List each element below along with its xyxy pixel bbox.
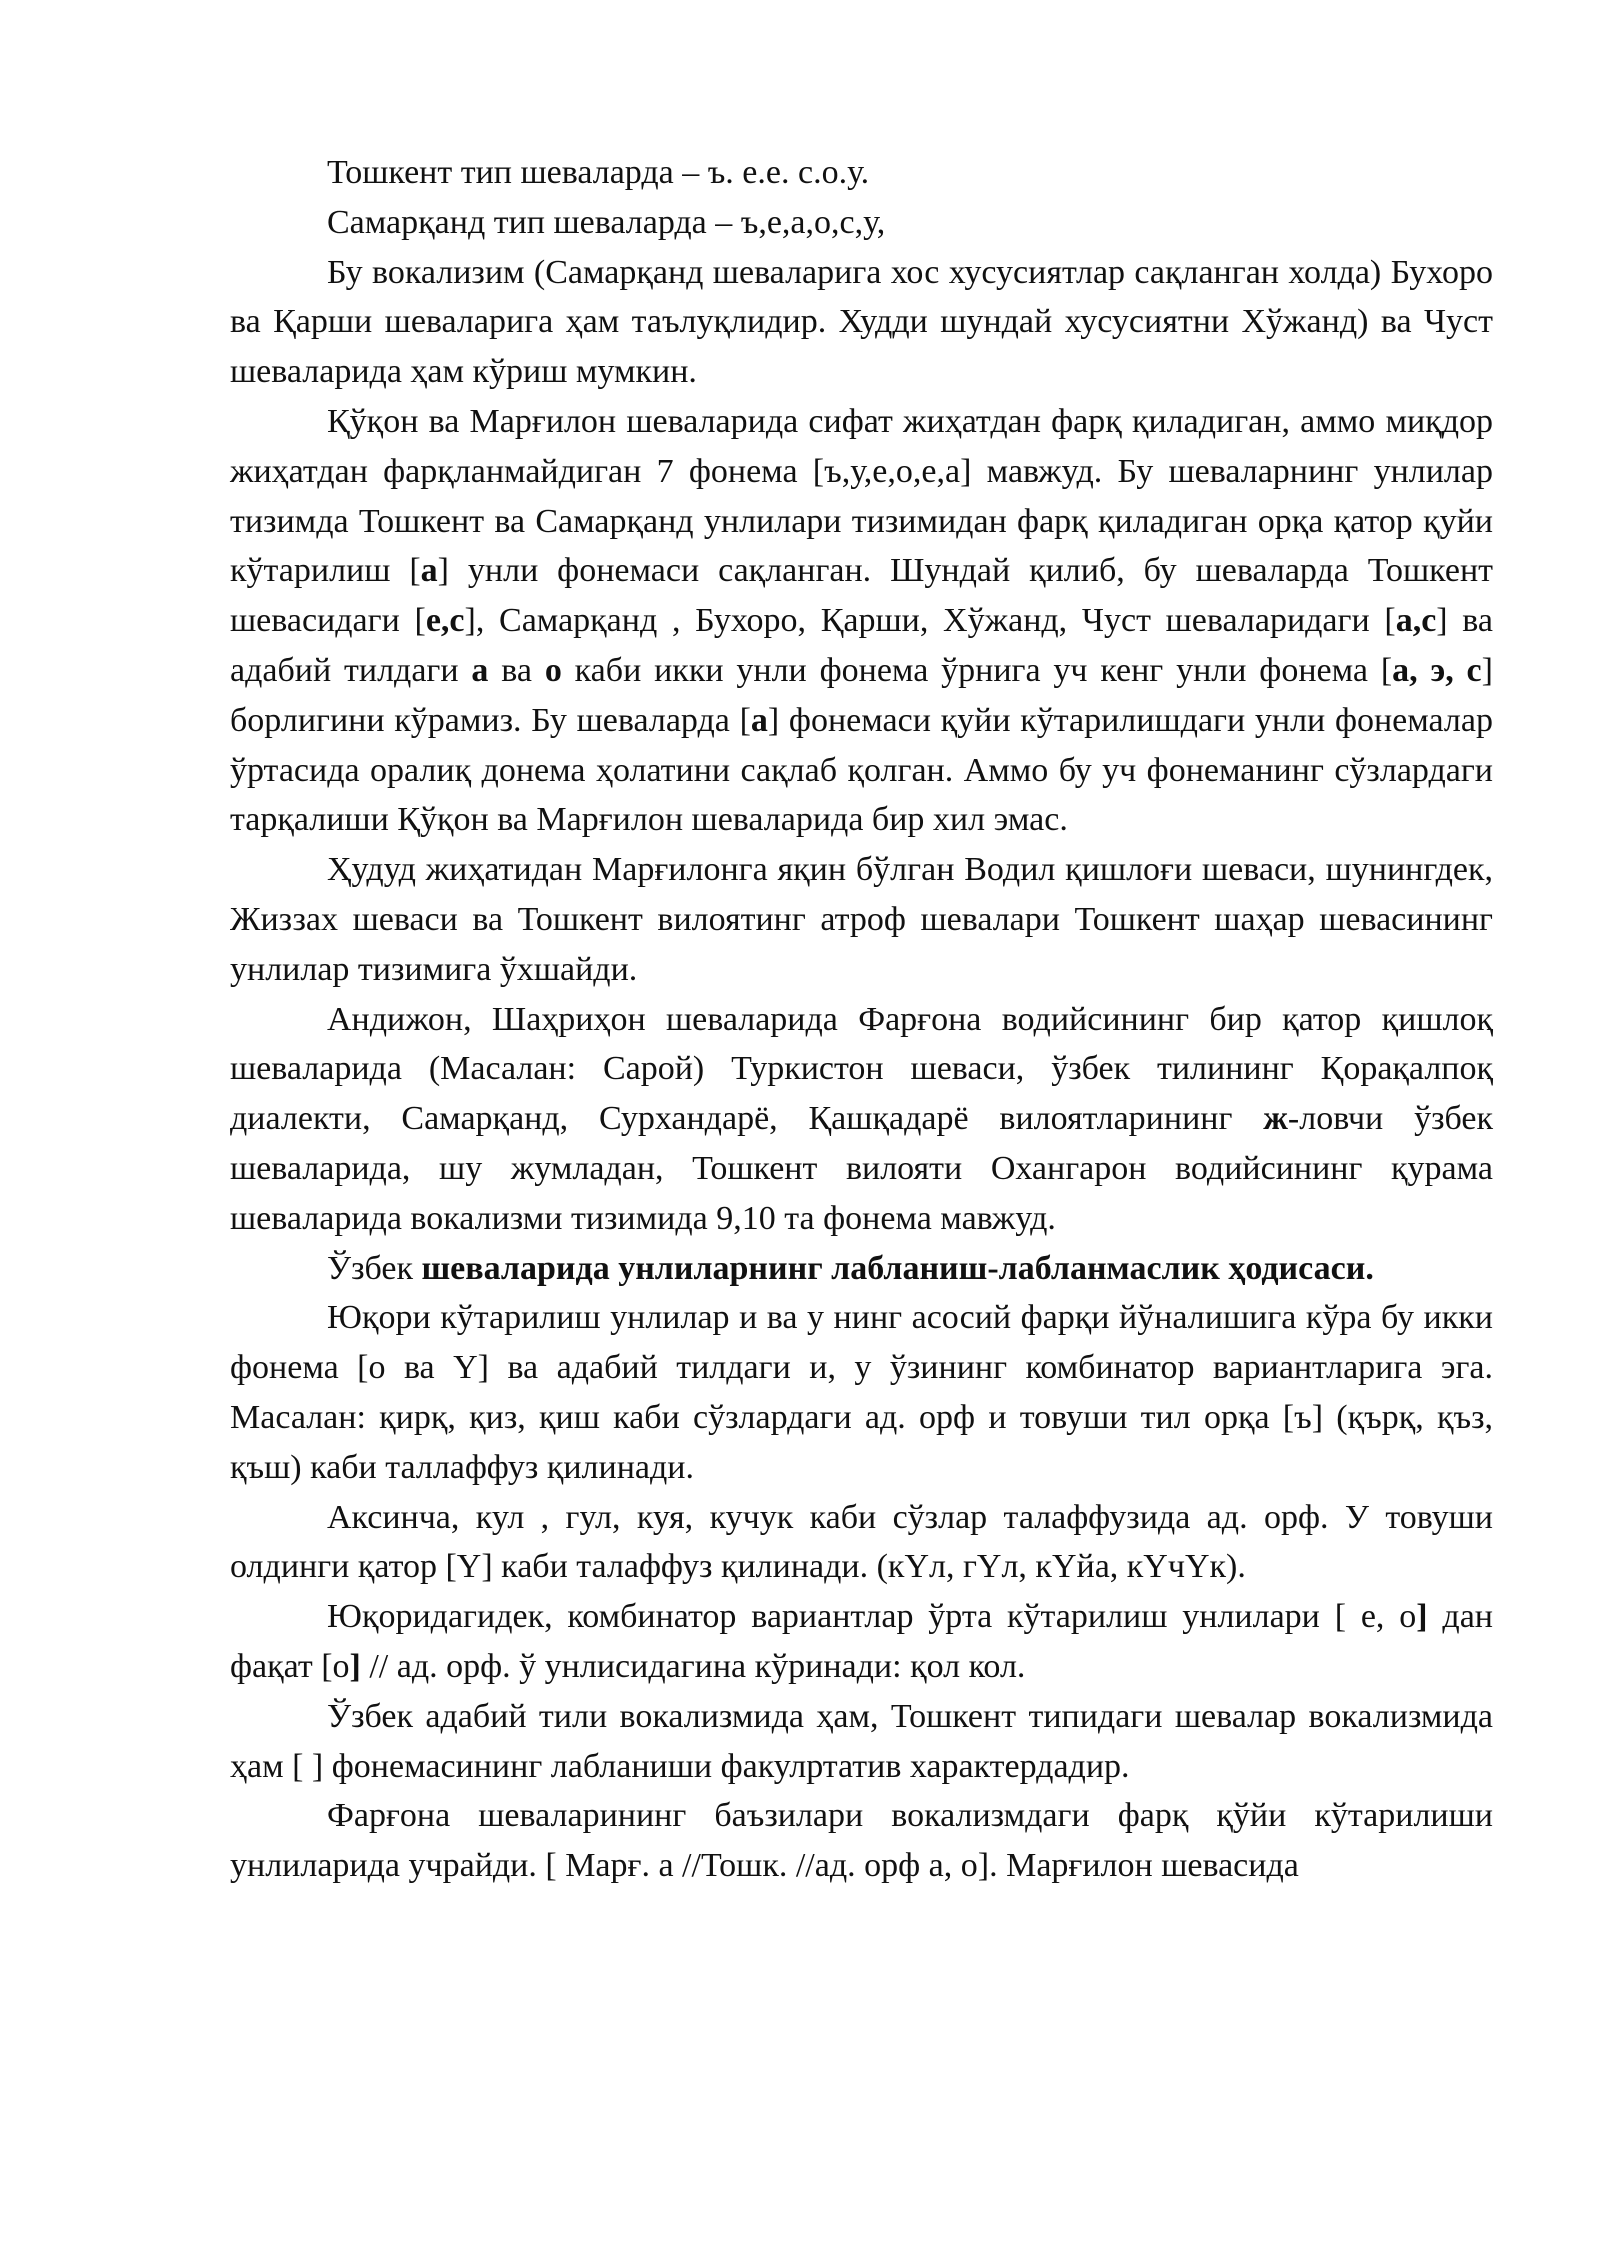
- bold-run: а,с: [1395, 602, 1437, 640]
- text-run: ва: [488, 651, 545, 689]
- paragraph-vodil: Ҳудуд жиҳатидан Марғилонга яқин бўлган Водил қишлоғи шеваси, шунингдек, Жиззах шеваси ва Тошкент вилоятинг атроф шевалари Тошкент шаҳар шевасининг унлилар тизимига ўхшайди.: [230, 851, 1493, 988]
- paragraph-front-row: Аксинча, кул , гул, куя, кучук каби сўзлар талаффузида ад. орф. У товуши олдинги қатор [Y] каби талаффуз қилинади. (кYл, гYл, кYйа, кYчYк).: [230, 1498, 1493, 1586]
- paragraph-high-vowels: Юқори кўтарилиш унлилар и ва у нинг асосий фарқи йўналишига кўра бу икки фонема [о ва Y] ва адабий тилдаги и, у ўзининг комбинатор вариантларига эга. Масалан: қирқ, қиз, қиш каби сўзлардаги ад. орф и товуши тил орқа [ъ] (қърқ, қъз, қъш) каби таллаффуз қилинади.: [230, 1299, 1493, 1486]
- section-heading-labialization: [230, 1244, 1493, 1294]
- bold-run: шеваларида унлиларнинг лабланиш-лабланмаслик ҳодисаси.: [421, 1249, 1374, 1287]
- bold-run: о: [544, 651, 562, 689]
- paragraph-tashkent-type: Тошкент тип шеваларда – ъ. е.е. с.о.у.: [327, 154, 870, 191]
- text-run: ] борлигини кўрамиз. Бу шеваларда [: [230, 651, 1493, 739]
- bold-run: ж: [1263, 1100, 1288, 1138]
- paragraph-samarkand-type: Самарқанд тип шеваларда – ъ,е,а,о,с,у,: [327, 203, 886, 241]
- text-run: каби икки унли фонема ўрнига уч кенг унли фонема [: [561, 651, 1393, 689]
- text-run: дан фақат [о: [230, 1598, 1493, 1685]
- bold-run: а, э, с: [1392, 651, 1482, 689]
- paragraph-mid-vowels: [230, 1592, 1493, 1692]
- bold-run: ]: [1416, 1598, 1428, 1636]
- text-run: ] ва адабий тилдаги: [230, 602, 1493, 689]
- text-run: ] унли фонемаси сақланган. Шундай қилиб, бу шеваларда Тошкент шевасидаги [: [230, 552, 1493, 640]
- document-page: [230, 148, 1493, 1891]
- text-run: Юқоридагидек, комбинатор вариантлар ўрта кўтарилиш унлилари [ е, о: [327, 1598, 1417, 1636]
- text-run: Қўқон ва Марғилон шеваларида сифат жиҳатдан фарқ қиладиган, аммо миқдор жиҳатдан фарқланмайдиган 7 фонема [ъ,у,е,о,е,а] мавжуд. Бу шеваларнинг унлилар тизимда Тошкент ва Самарқанд унлилари тизимидан фарқ қиладиган орқа қатор қуйи кўтарилиш [: [230, 402, 1493, 590]
- text-run: -ловчи ўзбек шеваларида, шу жумладан, Тошкент вилояти Охангарон водийсининг қурама шеваларида вокализми тизимида 9,10 та фонема мавжуд.: [230, 1100, 1493, 1237]
- paragraph-vocalism: Бу вокализим (Самарқанд шеваларига хос хусусиятлар сақланган холда) Бухоро ва Қарши шеваларига ҳам таълуқлидир. Худди шундай хусусиятни Хўжанд) ва Чуст шеваларида ҳам кўриш мумкин.: [230, 253, 1493, 391]
- paragraph-fergana: Фарғона шеваларининг баъзилари вокализмдаги фарқ қўйи кўтарилиши унлиларида учрайди. [ Марғ. а //Тошк. //ад. орф а, о]. Марғилон шевасида: [230, 1797, 1493, 1885]
- bold-run: а: [420, 552, 438, 590]
- bold-run: а: [471, 651, 489, 689]
- bold-run: ]: [349, 1647, 361, 1685]
- text-run: // ад. орф. ў унлисидагина кўринади: қол кол.: [360, 1647, 1026, 1685]
- bold-run: а: [750, 701, 768, 739]
- paragraph-andijan: [230, 995, 1493, 1244]
- text-run: ] фонемаси қуйи кўтарилишдаги унли фонемалар ўртасида оралиқ донема ҳолатини сақлаб қолган. Аммо бу уч фонеманинг сўзлардаги тарқалиши Қўқон ва Марғилон шеваларида бир хил эмас.: [230, 701, 1493, 839]
- text-run: Ўзбек: [327, 1249, 422, 1287]
- bold-run: е,с: [425, 602, 465, 640]
- paragraph-literary-vocalism: Ўзбек адабий тили вокализмида ҳам, Тошкент типидаги шевалар вокализмида ҳам [ ] фонемасининг лабланиши факулртатив характердадир.: [230, 1697, 1493, 1785]
- paragraph-kokand-margilan: [230, 397, 1493, 845]
- text-run: Андижон, Шаҳриҳон шеваларида Фарғона водийсининг бир қатор қишлоқ шеваларида (Масалан: Сарой) Туркистон шеваси, ўзбек тилининг Қорақалпоқ диалекти, Самарқанд, Сурхандарё, Қашқадарё вилоятларининг: [230, 1000, 1493, 1138]
- text-run: ], Самарқанд , Бухоро, Қарши, Хўжанд, Чуст шеваларидаги [: [464, 602, 1396, 640]
